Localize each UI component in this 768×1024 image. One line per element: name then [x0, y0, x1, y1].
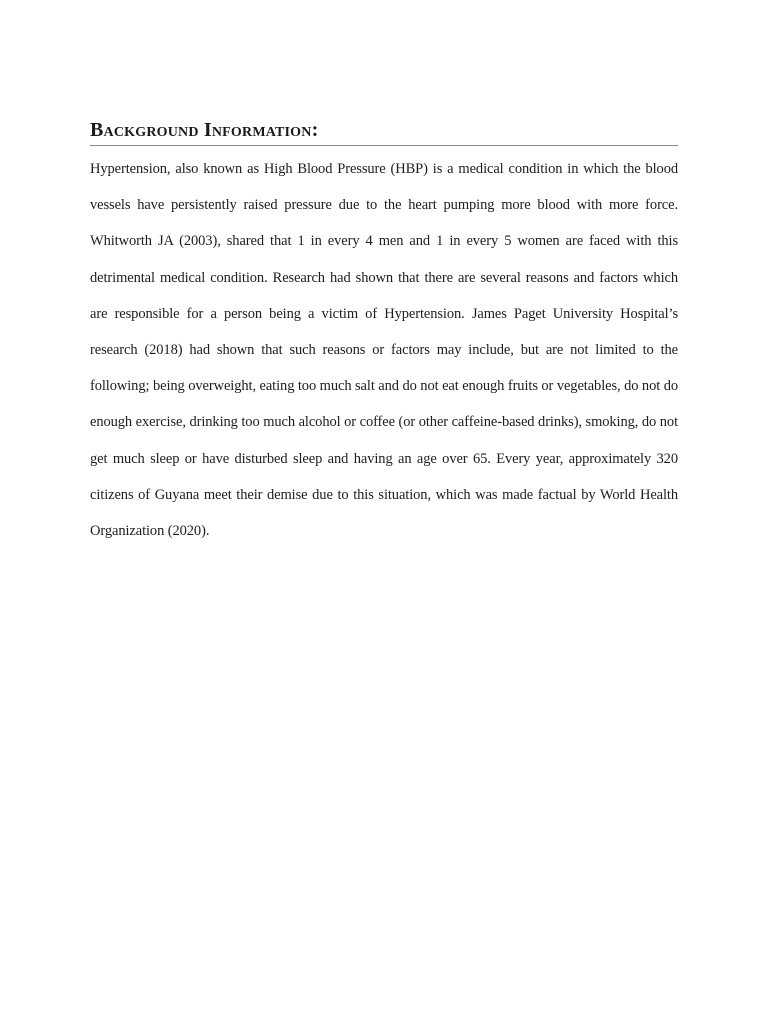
- section-heading: Background Information:: [90, 116, 678, 146]
- body-paragraph: Hypertension, also known as High Blood Pressure (HBP) is a medical condition in which the blood vessels have persistently raised pressure due to the heart pumping more blood with more force. Whitworth JA (2003), shared that 1 in every 4 men and 1 in every 5 women are faced with this detrimental medical condition. Research had shown that there are several reasons and factors which are responsible for a person being a victim of Hypertension. James Paget University Hospital’s research (2018) had shown that such reasons or factors may include, but are not limited to the following; being overweight, eating too much salt and do not eat enough fruits or vegetables, do not do enough exercise, drinking too much alcohol or coffee (or other caffeine-based drinks), smoking, do not get much sleep or have disturbed sleep and having an age over 65. Every year, approximately 320 citizens of Guyana meet their demise due to this situation, which was made factual by World Health Organization (2020).: [90, 161, 678, 540]
- background-section: [90, 116, 678, 549]
